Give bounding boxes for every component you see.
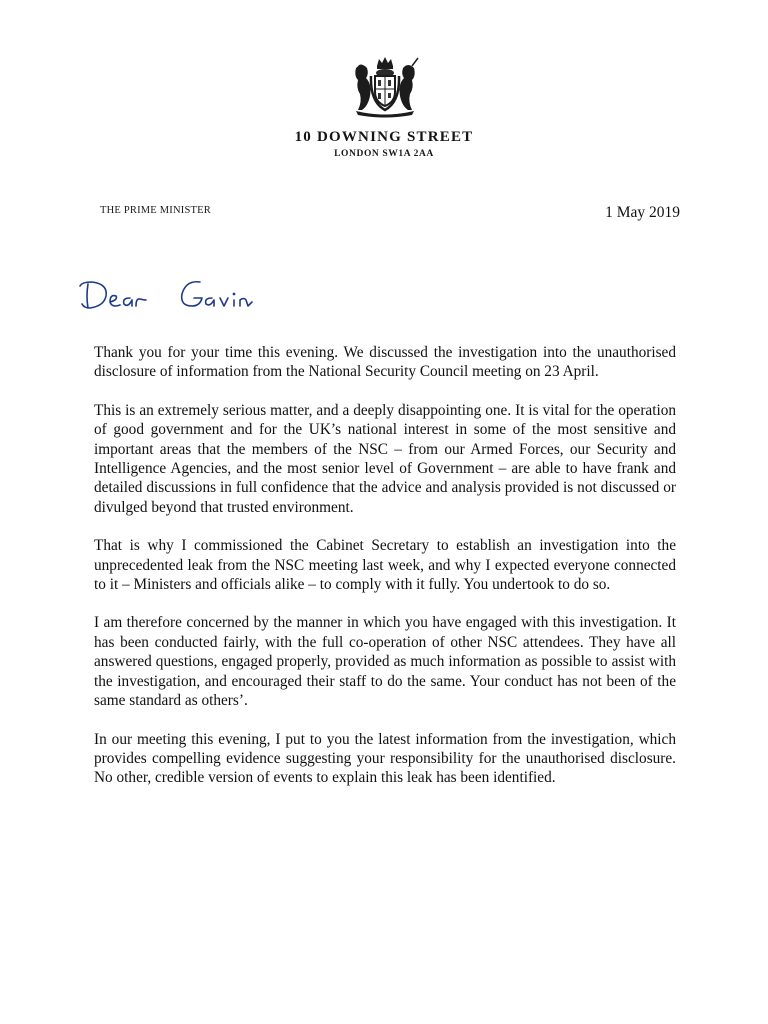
- royal-coat-of-arms-icon: [350, 56, 420, 118]
- body-paragraph: That is why I commissioned the Cabinet Secretary to establish an investigation into the unprecedented leak from the NSC meeting last week, and why I expected everyone connected to it – Ministers and officials alike – to comply with it fully. You undertook to do so.: [94, 537, 676, 594]
- letter-date: 1 May 2019: [605, 204, 680, 221]
- body-paragraph: In our meeting this evening, I put to you the latest information from the investigation, which provides compelling evidence suggesting your responsibility for the unauthorised disclosure. No other, credible version of events to explain this leak has been identified.: [94, 730, 676, 787]
- sender-office: THE PRIME MINISTER: [100, 205, 211, 216]
- handwritten-salutation: [74, 270, 274, 320]
- letter-body: [94, 343, 676, 807]
- body-paragraph: This is an extremely serious matter, and a deeply disappointing one. It is vital for the operation of good government and for the UK’s national interest in some of the most sensitive and important areas that the members of the NSC – from our Armed Forces, our Security and Intelligence Agencies, and the most senior level of Government – are able to have frank and detailed discussions in full confidence that the advice and analysis provided is not discussed or divulged beyond that trusted environment.: [94, 401, 676, 516]
- body-paragraph: I am therefore concerned by the manner in which you have engaged with this investigation. It has been conducted fairly, with the full co-operation of other NSC attendees. They have all answered questions, engaged properly, provided as much information as possible to assist with the investigation, and encouraged their staff to do the same. Your conduct has not been of the same standard as others’.: [94, 614, 676, 710]
- body-paragraph: Thank you for your time this evening. We discussed the investigation into the unauthorised disclosure of information from the National Security Council meeting on 23 April.: [94, 344, 676, 381]
- address-line-city: LONDON SW1A 2AA: [334, 149, 434, 159]
- address-line-street: 10 DOWNING STREET: [294, 129, 474, 145]
